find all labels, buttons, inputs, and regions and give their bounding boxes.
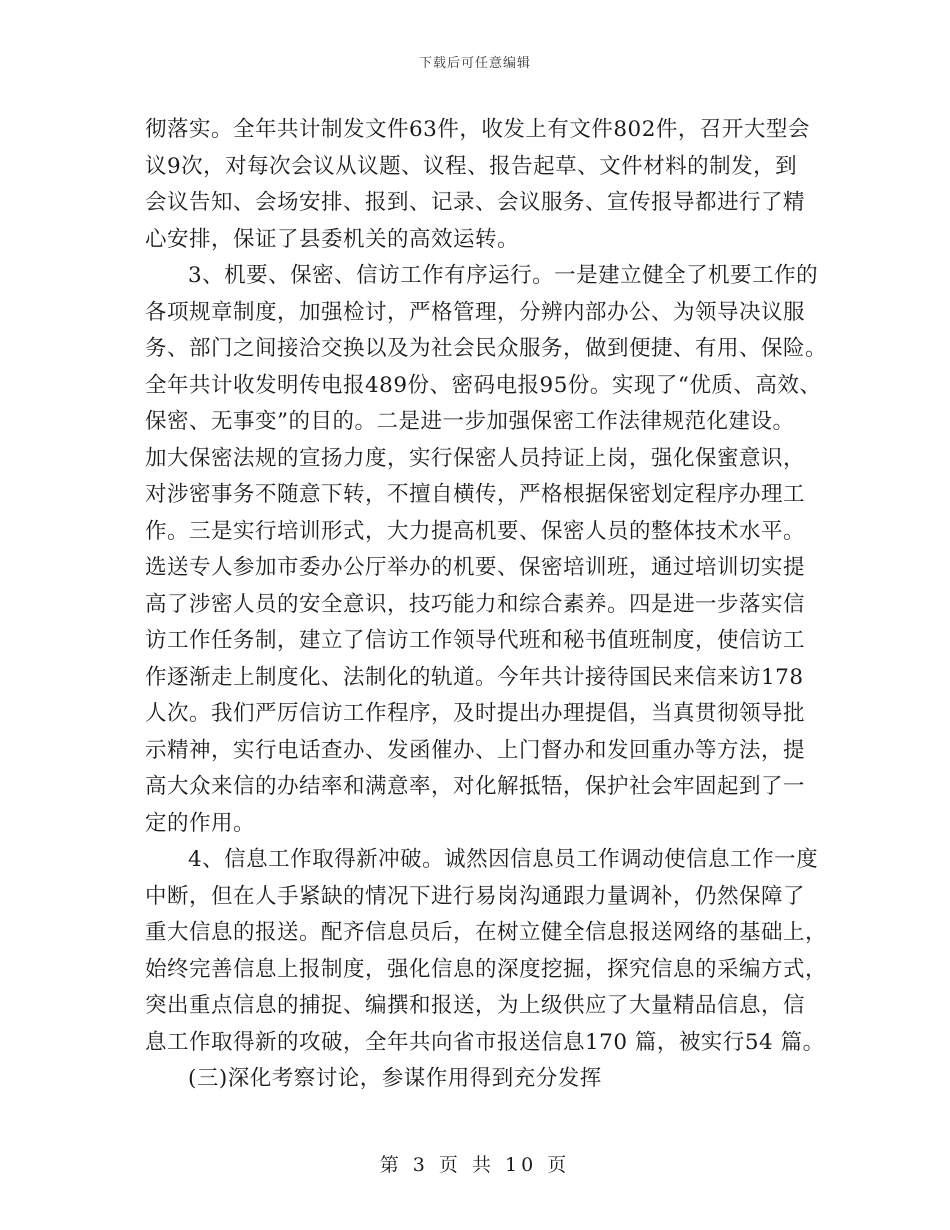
text-line: 示精神，实行电话查办、发函催办、上门督办和发回重办等方法，提: [145, 737, 806, 763]
text-line: 务、部门之间接洽交换以及为社会民众服务，做到便捷、有用、保险。: [145, 336, 828, 361]
text-line: 选送专人参加市委办公厅举办的机要、保密培训班，通过培训切实提: [145, 555, 806, 580]
text-line: 高了涉密人员的安全意识，技巧能力和综合素养。四是进一步落实信: [145, 591, 806, 617]
text-line: 突出重点信息的捕捉、编撰和报送，为上级供应了大量精品信息，信: [145, 993, 806, 1018]
text-line: 议9次，对每次会议从议题、议程、报告起草、文件材料的制发，到: [145, 153, 798, 179]
text-line: 中断，但在人手紧缺的情况下进行易岗沟通跟力量调补，仍然保障了: [145, 883, 806, 909]
text-line: 高大众来信的办结率和满意率，对化解抵牾，保护社会牢固起到了一: [145, 774, 806, 799]
text-line: 作逐渐走上制度化、法制化的轨道。今年共计接待国民来信来访178: [145, 664, 804, 690]
text-line: 定的作用。: [145, 810, 256, 836]
text-line: 对涉密事务不随意下转，不擅自横传，严格根据保密划定程序办理工: [145, 482, 806, 507]
text-line: 息工作取得新的攻破，全年共向省市报送信息170 篇，被实行54 篇。: [145, 1029, 825, 1055]
text-line: 全年共计收发明传电报489份、密码电报95份。实现了“优质、高效、: [145, 372, 822, 398]
text-line: (三)深化考察讨论，参谋作用得到充分发挥: [188, 1066, 602, 1091]
page-number: 第 3 页 共 10 页: [379, 1154, 571, 1176]
text-line: 会议告知、会场安排、报到、记录、会议服务、宣传报导都进行了精: [145, 190, 806, 215]
text-line: 保密、无事变”的目的。二是进一步加强保密工作法律规范化建设。: [145, 409, 795, 434]
text-line: 始终完善信息上报制度，强化信息的深度挖掘，探究信息的采编方式，: [145, 956, 828, 982]
text-line: 人次。我们严厉信访工作程序，及时提出办理提倡，当真贯彻领导批: [145, 701, 806, 726]
document-body: [145, 112, 828, 1098]
text-line: 3、机要、保密、信访工作有序运行。一是建立健全了机要工作的: [188, 263, 819, 288]
text-line: 彻落实。全年共计制发文件63件，收发上有文件802件，召开大型会: [145, 117, 810, 142]
text-line: 作。三是实行培训形式，大力提高机要、保密人员的整体技术水平。: [145, 518, 806, 544]
text-line: 4、信息工作取得新冲破。诚然因信息员工作调动使信息工作一度: [188, 847, 819, 872]
text-line: 重大信息的报送。配齐信息员后，在树立健全信息报送网络的基础上，: [145, 920, 828, 945]
text-line: 访工作任务制，建立了信访工作领导代班和秘书值班制度，使信访工: [145, 628, 806, 653]
text-line: 心安排，保证了县委机关的高效运转。: [145, 226, 520, 252]
header-note: 下载后可任意编辑: [418, 56, 531, 71]
text-line: 各项规章制度，加强检讨，严格管理，分辨内部办公、为领导决议服: [145, 299, 806, 325]
text-line: 加大保密法规的宣扬力度，实行保密人员持证上岗，强化保蜜意识，: [145, 445, 806, 471]
